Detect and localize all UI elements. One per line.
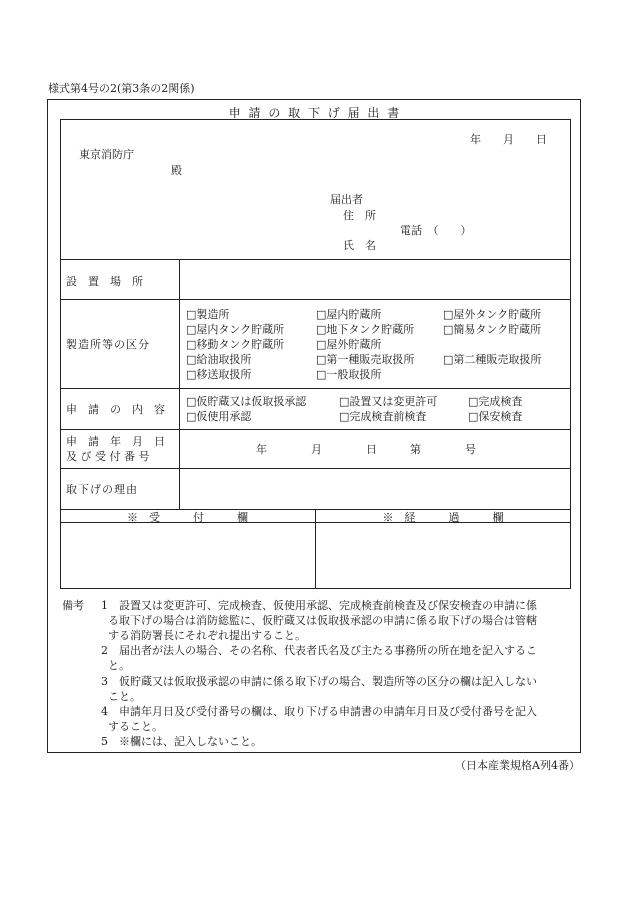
note-line: 5 ※欄には、記入しないこと。 [101,735,262,748]
date-number-label-2: 及 び 受 付 番 号 [66,450,150,463]
content-option[interactable]: □完成検査 [468,395,523,408]
applicant-heading: 届出者 [330,193,363,206]
name-label: 氏 名 [343,239,376,252]
phone-label: 電話 （ ） [400,224,472,237]
category-label: 製造所等の区分 [66,338,150,351]
facility-option[interactable]: □屋外貯蔵所 [316,338,382,351]
addressee: 東京消防庁 [79,148,134,161]
note-line: する消防署長にそれぞれ提出すること。 [108,629,306,642]
receipt-column-header: ※ 受 付 欄 [127,511,248,524]
facility-option[interactable]: □第一種販売取扱所 [316,353,415,366]
form-number-label: 様式第4号の2(第3条の2関係) [48,82,195,95]
content-option[interactable]: □設置又は変更許可 [339,395,438,408]
date-number-value: 年 月 日 第 号 [256,443,476,456]
date-line: 年 月 日 [470,133,547,146]
form-title: 申 請 の 取 下 げ 届 出 書 [228,106,402,120]
facility-option[interactable]: □地下タンク貯蔵所 [316,323,415,336]
facility-option[interactable]: □第二種販売取扱所 [443,353,542,366]
note-line: 4 申請年月日及び受付番号の欄は、取り下げる申請書の申請年月日及び受付番号を記入 [101,705,537,718]
date-number-label-1: 申 請 年 月 日 [66,435,165,448]
note-line: こと。 [108,690,141,703]
content-option[interactable]: □仮使用承認 [186,410,252,423]
facility-option[interactable]: □移動タンク貯蔵所 [186,338,285,351]
facility-option[interactable]: □製造所 [186,308,230,321]
note-line: 1 設置又は変更許可、完成検査、仮使用承認、完成検査前検査及び保安検査の申請に係 [101,599,537,612]
facility-option[interactable]: □一般取扱所 [316,368,382,381]
content-option[interactable]: □完成検査前検査 [339,410,427,423]
facility-option[interactable]: □移送取扱所 [186,368,252,381]
facility-option[interactable]: □簡易タンク貯蔵所 [443,323,542,336]
content-option[interactable]: □保安検査 [468,410,523,423]
note-line: る取下げの場合は消防総監に、仮貯蔵又は仮取扱承認の申請に係る取下げの場合は管轄 [108,614,537,627]
progress-column-header: ※ 経 過 欄 [382,511,504,524]
address-label: 住 所 [343,209,376,222]
content-option[interactable]: □仮貯蔵又は仮取扱承認 [186,395,307,408]
facility-option[interactable]: □屋内貯蔵所 [316,308,382,321]
honorific: 殿 [171,164,182,177]
facility-option[interactable]: □屋内タンク貯蔵所 [186,323,285,336]
content-label: 申 請 の 内 容 [66,403,165,416]
note-line: 3 仮貯蔵又は仮取扱承認の申請に係る取下げの場合、製造所等の区分の欄は記入しない [101,675,537,688]
note-line: すること。 [108,720,163,733]
paper-size-footer: （日本産業規格A列4番） [455,759,580,772]
note-line: 2 届出者が法人の場合、その名称、代表者氏名及び主たる事務所の所在地を記入するこ [101,644,537,657]
facility-option[interactable]: □給油取扱所 [186,353,252,366]
reason-label: 取下げの理由 [66,483,138,496]
notes-heading: 備考 [62,599,84,612]
note-line: と。 [108,659,130,672]
facility-option[interactable]: □屋外タンク貯蔵所 [443,308,542,321]
location-label: 設 置 場 所 [66,275,143,288]
